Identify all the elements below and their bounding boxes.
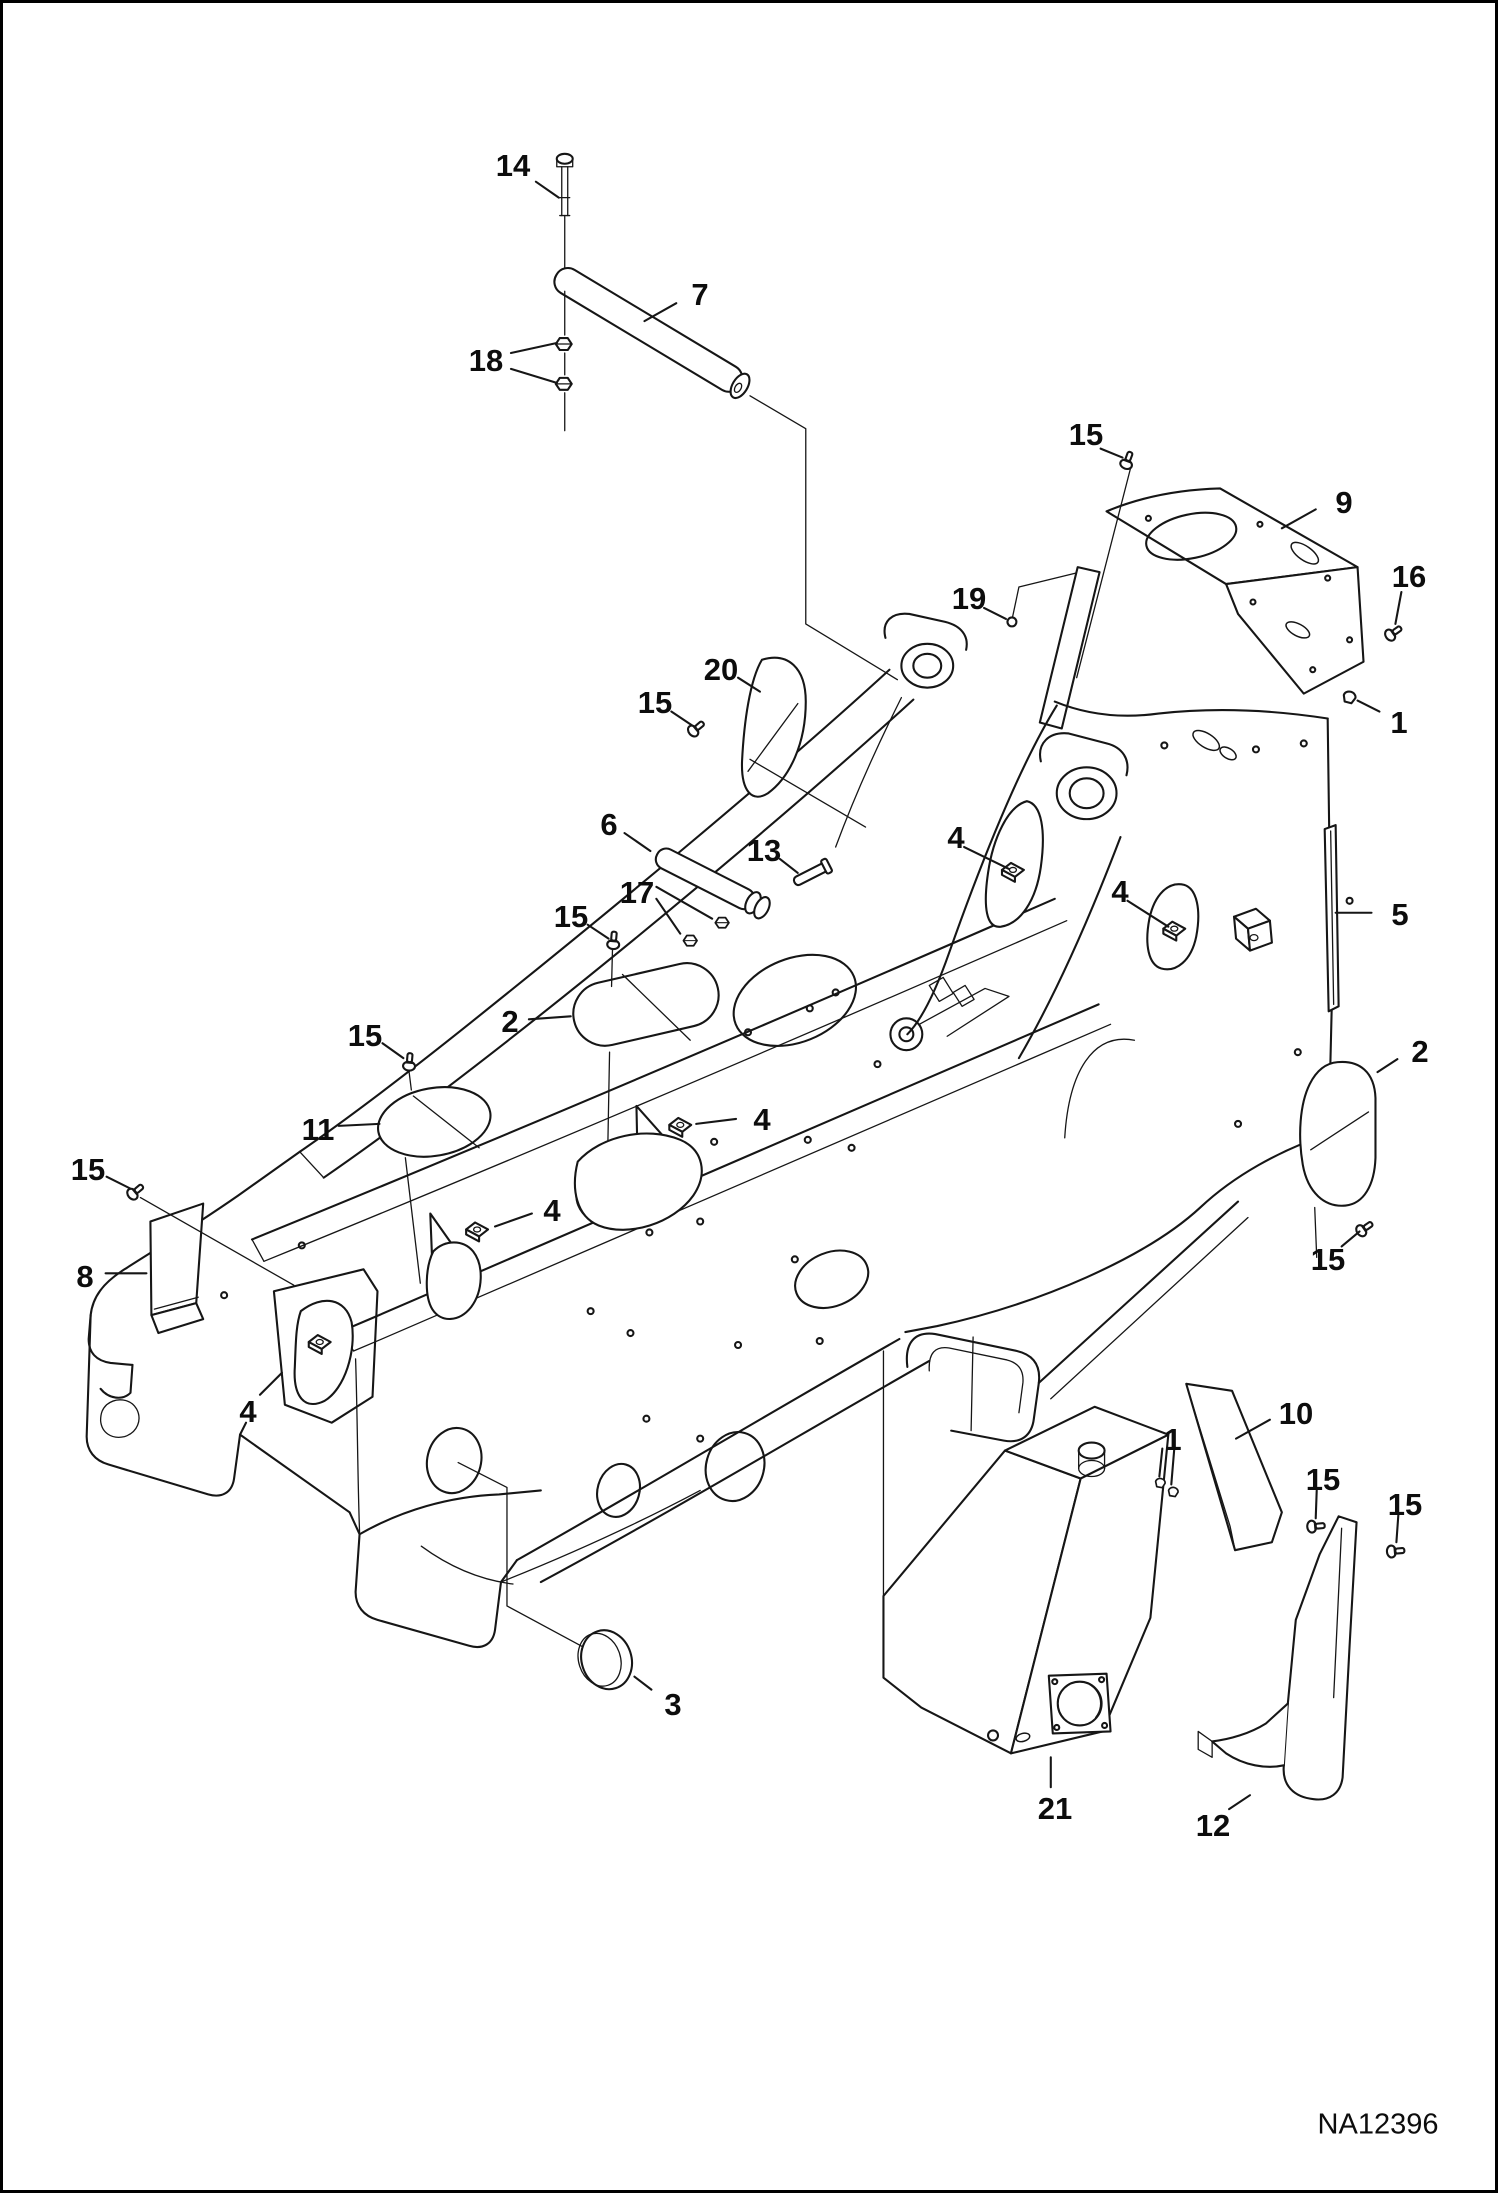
callout-15-cover-2-left: 15 — [553, 899, 589, 934]
screw-15-bottom-2 — [1386, 1544, 1404, 1557]
screw-15-cover-11 — [403, 1053, 416, 1071]
callout-10: 10 — [1278, 1396, 1314, 1431]
callout-19: 19 — [951, 581, 987, 616]
callout-11: 11 — [301, 1112, 335, 1147]
nuts-17 — [683, 918, 728, 946]
part-code: NA12396 — [1317, 2108, 1439, 2141]
plate-10 — [1186, 1384, 1282, 1550]
cap-3 — [458, 1463, 639, 1696]
pin-7 — [550, 263, 898, 679]
cover-20 — [742, 658, 866, 827]
callout-4-d: 4 — [753, 1102, 771, 1137]
screw-15-top-right — [1077, 450, 1136, 678]
callout-16: 16 — [1391, 559, 1427, 594]
rear-panel-9 — [1107, 488, 1364, 693]
callout-15-top-right: 15 — [1068, 417, 1104, 452]
screw-15-bottom-1 — [1307, 1520, 1325, 1533]
callout-3: 3 — [664, 1687, 682, 1722]
callout-2-left: 2 — [501, 1004, 519, 1039]
screw-15-cover-2-right — [1354, 1218, 1375, 1238]
bolt-14 — [557, 154, 573, 268]
callout-8: 8 — [76, 1259, 94, 1294]
nut-block — [1234, 909, 1272, 951]
cover-2-left — [567, 947, 725, 1160]
tank-21 — [883, 1351, 1168, 1753]
callout-15-cover-20: 15 — [637, 685, 673, 720]
screw-15-cover-20 — [686, 718, 707, 738]
callout-1-bottom: 1 — [1164, 1422, 1182, 1457]
cover-4-b — [1147, 884, 1198, 969]
cover-4-e — [427, 1222, 488, 1319]
callout-15-cover-11: 15 — [347, 1018, 383, 1053]
callout-1-top-right: 1 — [1390, 705, 1408, 740]
callout-20: 20 — [703, 652, 739, 687]
callout-9: 9 — [1335, 485, 1353, 520]
cover-4-d — [575, 1118, 702, 1230]
callout-7: 7 — [691, 277, 709, 312]
callout-15-bottom-1: 15 — [1305, 1462, 1341, 1497]
callout-2-right: 2 — [1411, 1034, 1429, 1069]
diagram-artwork — [3, 3, 1495, 2190]
callout-15-far-left: 15 — [70, 1152, 106, 1187]
panel-8 — [150, 1204, 203, 1333]
callout-12: 12 — [1195, 1808, 1231, 1843]
flange-5 — [1325, 825, 1339, 1011]
callout-6: 6 — [600, 807, 618, 842]
callout-14: 14 — [495, 148, 531, 183]
callout-18: 18 — [468, 343, 504, 378]
plug-1-top-right — [1342, 690, 1356, 704]
callout-15-bottom-2: 15 — [1387, 1487, 1423, 1522]
nuts-18 — [556, 291, 572, 430]
cover-4-c — [274, 1269, 378, 1422]
callout-4-b: 4 — [1111, 874, 1129, 909]
screw-15-cover-2-left — [607, 931, 620, 949]
callout-21: 21 — [1037, 1791, 1073, 1826]
panel-12 — [1198, 1516, 1356, 1799]
callout-17: 17 — [619, 875, 655, 910]
callout-13: 13 — [746, 833, 782, 868]
callout-4-a: 4 — [947, 820, 965, 855]
wireform-19 — [1007, 567, 1099, 728]
callout-4-e: 4 — [543, 1193, 561, 1228]
leader-lines — [106, 182, 1402, 1809]
bolt-16 — [1383, 623, 1404, 643]
callout-5: 5 — [1391, 897, 1409, 932]
callout-15-cover-2-right: 15 — [1310, 1242, 1346, 1277]
callout-4-c: 4 — [239, 1394, 257, 1429]
